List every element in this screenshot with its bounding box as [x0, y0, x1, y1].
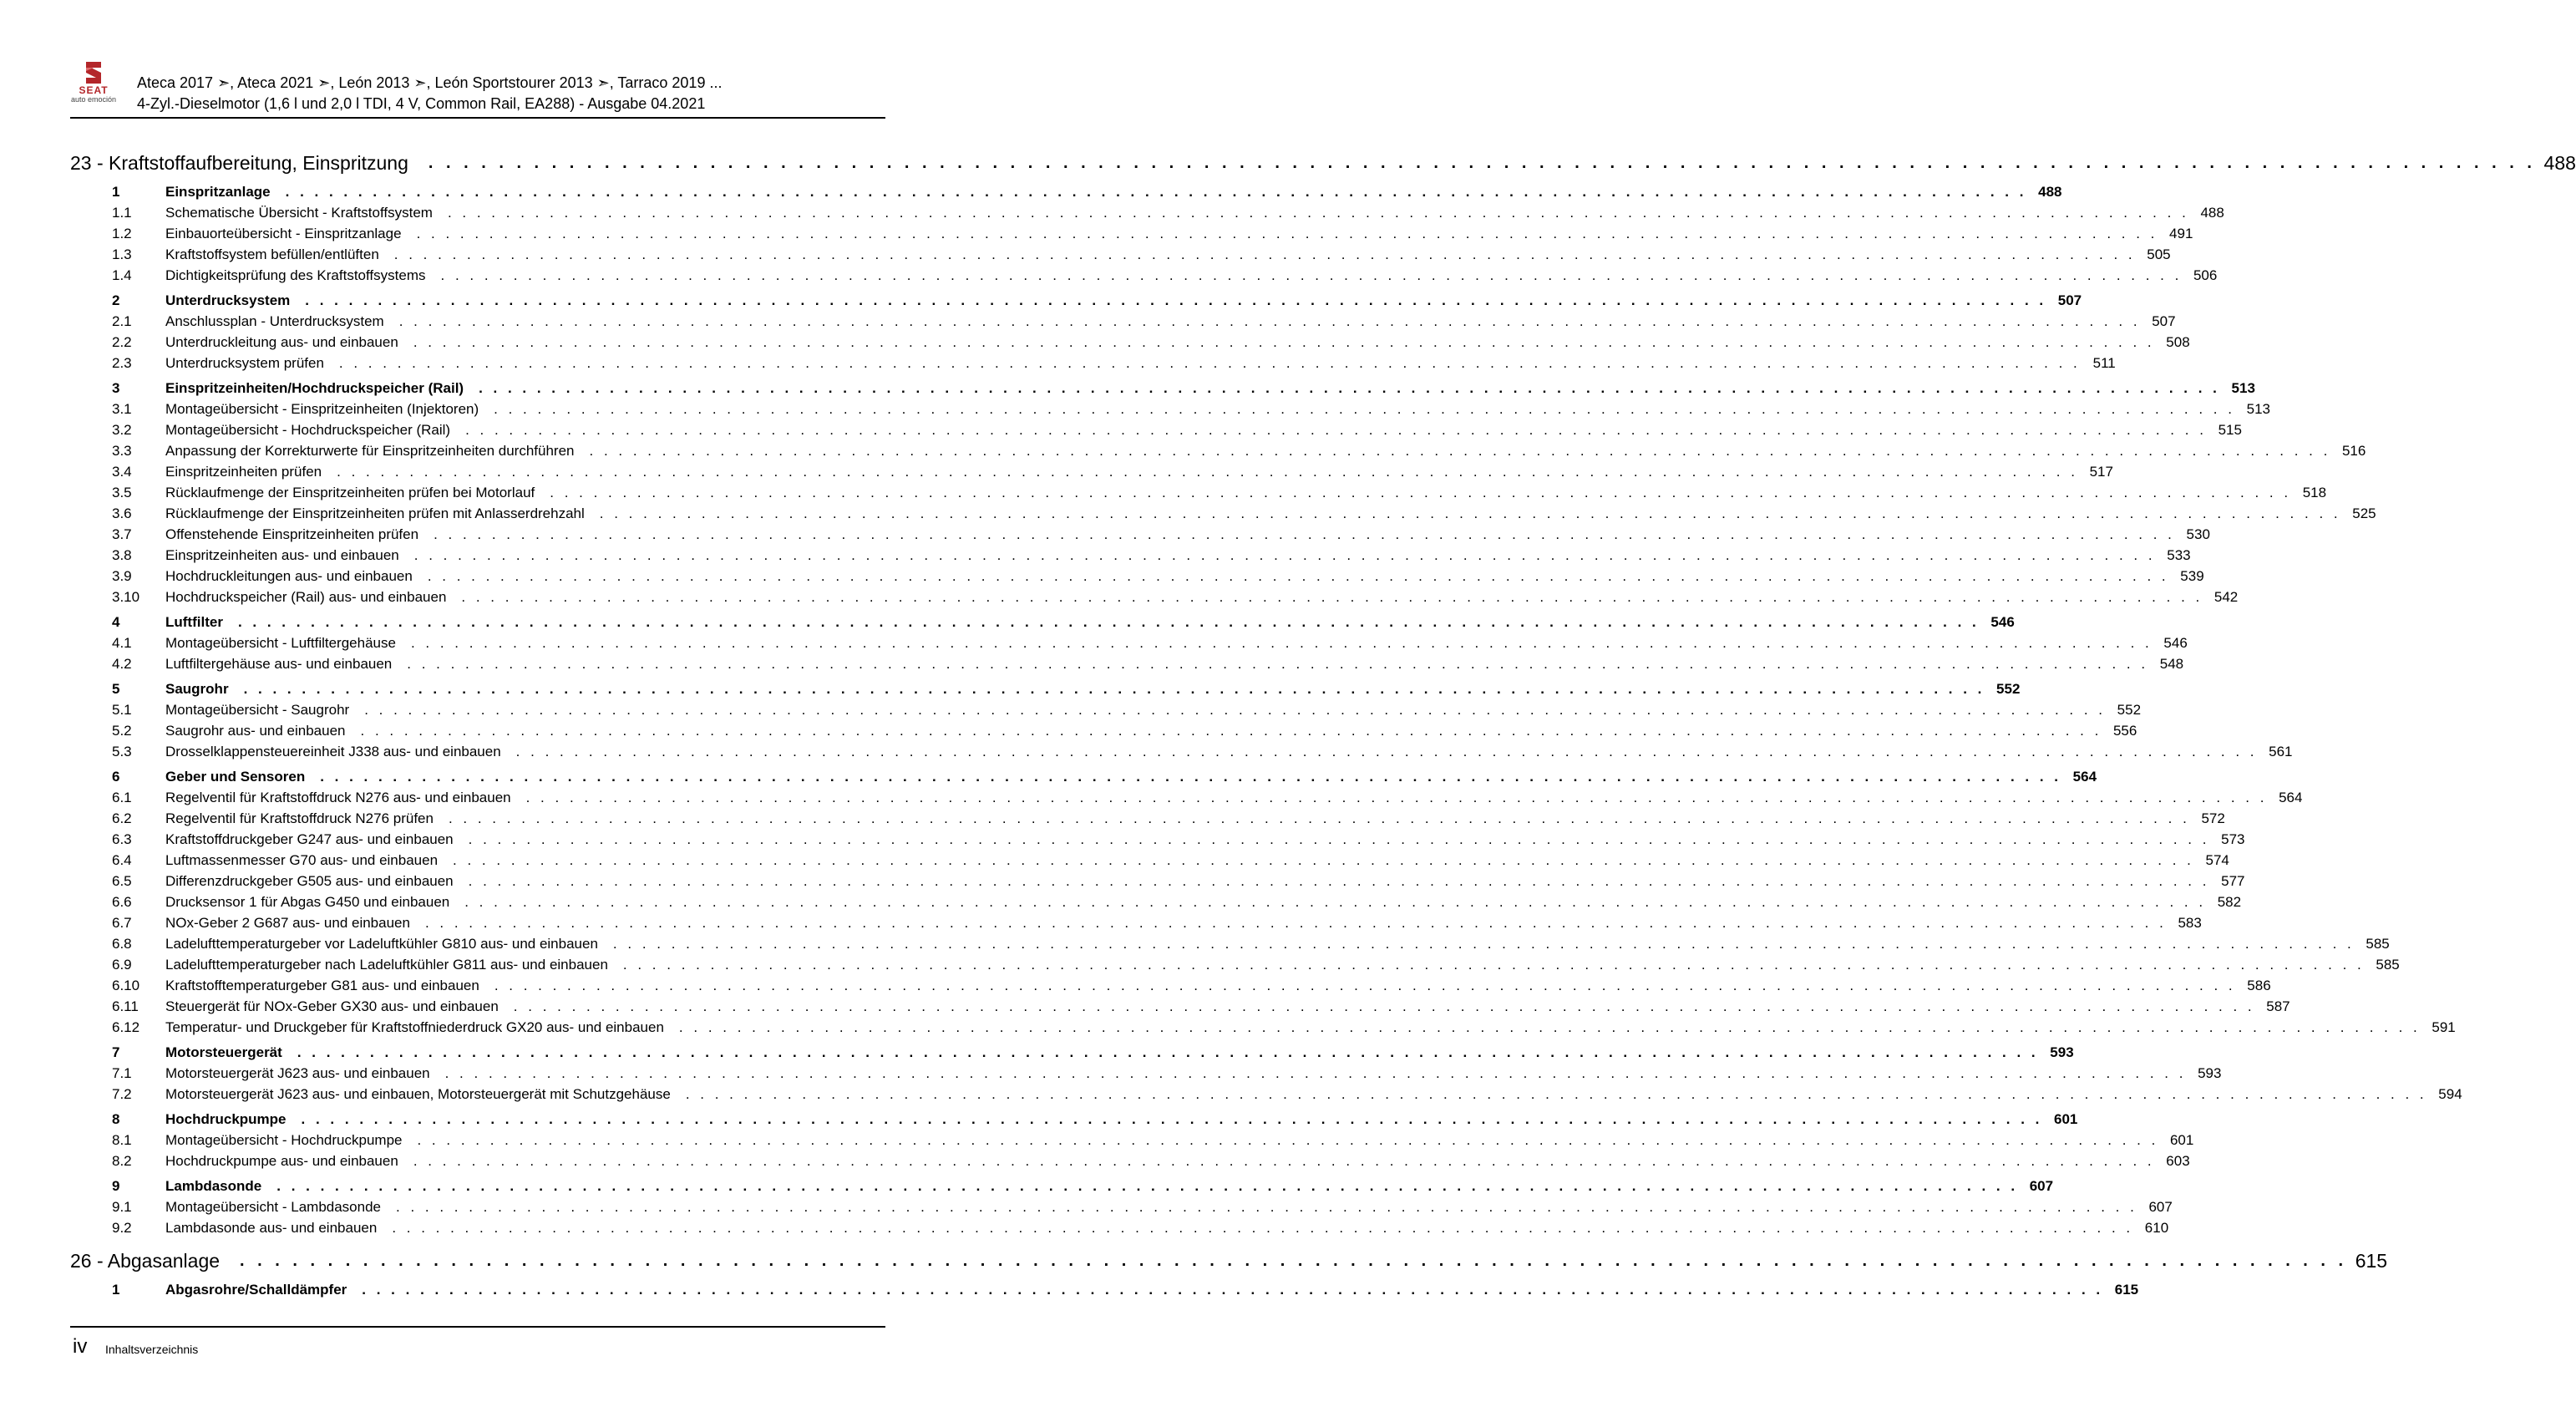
toc-subsection[interactable] — [70, 933, 2390, 954]
toc-page-number: 513 — [2231, 379, 2255, 396]
toc-subsection[interactable] — [70, 1017, 2456, 1038]
toc-number: 5.3 — [112, 743, 132, 759]
toc-number: 3.10 — [112, 588, 140, 605]
toc-number: 7.2 — [112, 1085, 132, 1102]
toc-subsection[interactable] — [70, 808, 2225, 829]
dot-leader: . . . . . . . . . . . . . . . . . . . . . . . . . . . . . . . . . . . . . . . . . . . . . . . . . . . . . . . . . . . . . . . . . . . . . . . . . . . . . . . . . . . . . . . . . . . . . . . . . . . . . . . . . . . . . . . . . . . . . . . . — [416, 225, 2158, 241]
dot-leader: . . . . . . . . . . . . . . . . . . . . . . . . . . . . . . . . . . . . . . . . . . . . . . . . . . . . . . . . . . . . . . . . . . . . . . . . . . . . . . . . . . . . . . . . . . . . . . . . . . . . . . . . . . . . . . . . . . . . . . . . — [448, 810, 2190, 826]
toc-subsection[interactable] — [70, 720, 2137, 741]
toc-title: Ladelufttemperaturgeber nach Ladeluftkühler G811 aus- und einbauen — [165, 956, 608, 973]
toc-title: Montageübersicht - Lambdasonde — [165, 1198, 381, 1215]
dot-leader: . . . . . . . . . . . . . . . . . . . . . . . . . . . . . . . . . . . . . . . . . . . . . . . . . . . . . . . . . . . . . . . . . . . . . . . . . . . . . . . . . . . . . . . . . . . . . . . . . . . . . . . . . . . . . . . . . . . . . . . . — [494, 977, 2236, 993]
dot-leader: . . . . . . . . . . . . . . . . . . . . . . . . . . . . . . . . . . . . . . . . . . . . . . . . . . . . . . . . . . . . . . . . . . . . . . . . . . . . . . . . . . . . . . . . . . . . . . . . . . . . . . . . . . . . . . . . . . . . . . . . — [398, 312, 2141, 329]
toc-subsection[interactable] — [70, 699, 2142, 720]
toc-number: 3.2 — [112, 421, 132, 438]
toc-chapter[interactable] — [70, 1247, 2388, 1275]
toc-subsection[interactable] — [70, 653, 2184, 674]
header-divider — [70, 117, 885, 119]
toc-page-number: 593 — [2050, 1044, 2074, 1060]
toc-page-number: 488 — [2543, 152, 2576, 174]
toc-number: 4.2 — [112, 655, 132, 672]
dot-leader: . . . . . . . . . . . . . . . . . . . . . . . . . . . . . . . . . . . . . . . . . . . . . . . . . . . . . . . . . . . . . . . . . . . . . . . . . . . . . . . . . . . . . . . . . . . . . . . . . . . . . . . . . . . . . . . . . . . . . . . . — [468, 830, 2210, 847]
toc-title: NOx-Geber 2 G687 aus- und einbauen — [165, 914, 410, 931]
dot-leader: . . . . . . . . . . . . . . . . . . . . . . . . . . . . . . . . . . . . . . . . . . . . . . . . . . . . . . . . . . . . . . . . . . . . . . . . . . . . . . . . . . . . . . . . . . . . . . . . . . . . . . . . . . . . . . . . . . . . . . . . — [447, 204, 2189, 221]
toc-section[interactable] — [70, 1042, 2074, 1063]
toc-subsection[interactable] — [70, 1196, 2173, 1217]
toc-page-number: 615 — [2114, 1281, 2139, 1298]
dot-leader: . . . . . . . . . . . . . . . . . . . . . . . . . . . . . . . . . . . . . . . . . . . . . . . . . . . . . . . . . . . . . . . . . . . . . . . . . . . . . . . . . . . . . . . . . . . . . . . . . . . . . . . . . . . . . . . . . . . . . . . . — [550, 484, 2292, 500]
toc-number: 9 — [112, 1177, 120, 1194]
toc-page-number: 591 — [2431, 1018, 2456, 1035]
toc-title: Kraftstoffsystem befüllen/entlüften — [165, 246, 379, 262]
dot-leader: . . . . . . . . . . . . . . . . . . . . . . . . . . . . . . . . . . . . . . . . . . . . . . . . . . . . . . . . . . . . . . . . . . . . . . . . . . . . . . . . . . . . . . . . . . . . . . . . . . . . . . . . . . . . . . . . . . . . . . . . — [424, 914, 2167, 931]
toc-subsection[interactable] — [70, 482, 2327, 503]
toc-page-number: 601 — [2169, 1131, 2194, 1148]
toc-section[interactable] — [70, 1279, 2139, 1300]
dot-leader: . . . . . . . . . . . . . . . . . . . . . . . . . . . . . . . . . . . . . . . . . . . . . . . . . . . . . . . . . . . . . . . . . . . . . . . . . . . . . . . . . . . . . . . . . . . . . . . . . . . . . . . . . . . . . . . . . . . . . . . . — [612, 935, 2355, 952]
toc-page-number: 542 — [2213, 588, 2239, 605]
toc-subsection[interactable] — [70, 850, 2229, 871]
dot-leader: . . . . . . . . . . . . . . . . . . . . . . . . . . . . . . . . . . . . . . . . . . . . . . . . . . . . . . . . . . . . . . . . . . . . . . . . . . . . . . . . . . . . . . . . . . . . . . . . . . . . . . . . . . . . . . . . . . . . . . . . — [407, 655, 2149, 672]
toc-subsection[interactable] — [70, 829, 2245, 850]
toc-number: 1 — [112, 183, 120, 200]
toc-title: Kraftstofftemperaturgeber G81 aus- und einbauen — [165, 977, 479, 993]
toc-title: Kraftstoffdruckgeber G247 aus- und einbauen — [165, 830, 454, 847]
toc-page-number: 587 — [2266, 998, 2290, 1014]
toc-title: Differenzdruckgeber G505 aus- und einbauen — [165, 872, 454, 889]
toc-number: 3.3 — [112, 442, 132, 459]
toc-subsection[interactable] — [70, 265, 2218, 286]
toc-subsection[interactable] — [70, 954, 2400, 975]
toc-page-number: 525 — [2352, 505, 2376, 521]
toc-number: 3.6 — [112, 505, 132, 521]
toc-section[interactable] — [70, 181, 2062, 202]
toc-page-number: 572 — [2201, 810, 2225, 826]
dot-leader: . . . . . . . . . . . . . . . . . . . . . . . . . . . . . . . . . . . . . . . . . . . . . . . . . . . . . . . . . . . . . . . . . . . . . . . . . . . . . . . . . . . . . . . . . . . . . . . . . . . . . . . . . . . . . . . . . . . . . . . . — [525, 789, 2268, 805]
toc-title: Drosselklappensteuereinheit J338 aus- und einbauen — [165, 743, 501, 759]
toc-subsection[interactable] — [70, 632, 2188, 653]
toc-number: 6.2 — [112, 810, 132, 826]
toc-title: Hochdruckspeicher (Rail) aus- und einbauen — [165, 588, 447, 605]
page-header — [0, 0, 995, 125]
toc-number: 1.2 — [112, 225, 132, 241]
toc-page-number: 585 — [2366, 935, 2390, 952]
dot-leader: . . . . . . . . . . . . . . . . . . . . . . . . . . . . . . . . . . . . . . . . . . . . . . . . . . . . . . . . . . . . . . . . . . . . . . . . . . . . . . . . . . . . . . . . . . . . . . . . . . . . . . . . . . . . . . . . . . . . . . . . — [685, 1085, 2427, 1102]
toc-subsection[interactable] — [70, 1084, 2462, 1105]
dot-leader: . . . . . . . . . . . . . . . . . . . . . . . . . . . . . . . . . . . . . . . . . . . . . . . . . . . . . . . . . . . . . . . . . . . . . . . . . . . . . . . . . . . . . . . . . . . . . . . . . . . . . . . . . . . . . . . . . . . . . . . . — [392, 1219, 2134, 1236]
toc-page-number: 546 — [1990, 613, 2015, 630]
toc-page-number: 515 — [2218, 421, 2242, 438]
toc-page-number: 548 — [2159, 655, 2184, 672]
toc-page-number: 582 — [2217, 893, 2242, 910]
toc-subsection[interactable] — [70, 524, 2210, 545]
toc-title: Montageübersicht - Luftfiltergehäuse — [165, 634, 396, 651]
toc-number: 1 — [112, 1281, 120, 1298]
toc-number: 8.2 — [112, 1152, 132, 1169]
toc-page-number: 546 — [2163, 634, 2188, 651]
toc-number: 3.4 — [112, 463, 132, 480]
toc-title: Luftmassenmesser G70 aus- und einbauen — [165, 851, 439, 868]
dot-leader: . . . . . . . . . . . . . . . . . . . . . . . . . . . . . . . . . . . . . . . . . . . . . . . . . . . . . . . . . . . . . . . . . . . . . . . . . . . . . . . . . . . . . . . . . . . . . . . . . . . . . . . . . . . . . . . . . . . . . . . . — [285, 183, 2027, 200]
toc-subsection[interactable] — [70, 332, 2190, 353]
header-engine: 4-Zyl.-Dieselmotor (1,6 l und 2,0 l TDI, 4 V, Common Rail, EA288) - Ausgabe 04.2021 — [137, 95, 706, 112]
toc-title: Geber und Sensoren — [165, 768, 306, 785]
toc-title: Montageübersicht - Einspritzeinheiten (Injektoren) — [165, 400, 479, 417]
toc-number: 2.2 — [112, 333, 132, 350]
toc-subsection[interactable] — [70, 461, 2113, 482]
toc-page-number: 517 — [2089, 463, 2113, 480]
toc-page-number: 586 — [2247, 977, 2271, 993]
toc-number: 6.9 — [112, 956, 132, 973]
toc-subsection[interactable] — [70, 353, 2116, 373]
toc-number: 6.6 — [112, 893, 132, 910]
toc-number: 4 — [112, 613, 120, 630]
dot-leader: . . . . . . . . . . . . . . . . . . . . . . . . . . . . . . . . . . . . . . . . . . . . . . . . . . . . . . . . . . . . . . . . . . . . . . . . . . . . . . . . . . . . . . . . . . . . . . . . . . . . . . . . . . . . . . . . . . . . . . . . — [428, 154, 2536, 172]
toc-subsection[interactable] — [70, 545, 2191, 566]
toc-subsection[interactable] — [70, 1150, 2190, 1171]
toc-title: Lambdasonde aus- und einbauen — [165, 1219, 378, 1236]
dot-leader: . . . . . . . . . . . . . . . . . . . . . . . . . . . . . . . . . . . . . . . . . . . . . . . . . . . . . . . . . . . . . . . . . . . . . . . . . . . . . . . . . . . . . . . . . . . . . . . . . . . . . . . . . . . . . . . . . . . . . . . . — [338, 354, 2081, 371]
toc-subsection[interactable] — [70, 399, 2270, 419]
toc-page-number: 561 — [2269, 743, 2293, 759]
toc-subsection[interactable] — [70, 912, 2202, 933]
toc-title: Temperatur- und Druckgeber für Kraftstoffniederdruck GX20 aus- und einbauen — [165, 1018, 664, 1035]
dot-leader: . . . . . . . . . . . . . . . . . . . . . . . . . . . . . . . . . . . . . . . . . . . . . . . . . . . . . . . . . . . . . . . . . . . . . . . . . . . . . . . . . . . . . . . . . . . . . . . . . . . . . . . . . . . . . . . . . . . . . . . . — [413, 1152, 2155, 1169]
toc-subsection[interactable] — [70, 244, 2171, 265]
toc-title: Montageübersicht - Hochdruckpumpe — [165, 1131, 403, 1148]
toc-page-number: 552 — [1996, 680, 2021, 697]
toc-page-number: 539 — [2180, 567, 2204, 584]
toc-subsection[interactable] — [70, 1063, 2222, 1084]
dot-leader: . . . . . . . . . . . . . . . . . . . . . . . . . . . . . . . . . . . . . . . . . . . . . . . . . . . . . . . . . . . . . . . . . . . . . . . . . . . . . . . . . . . . . . . . . . . . . . . . . . . . . . . . . . . . . . . . . . . . . . . . — [453, 851, 2194, 868]
dot-leader: . . . . . . . . . . . . . . . . . . . . . . . . . . . . . . . . . . . . . . . . . . . . . . . . . . . . . . . . . . . . . . . . . . . . . . . . . . . . . . . . . . . . . . . . . . . . . . . . . . . . . . . . . . . . . . . . . . . . . . . . — [464, 893, 2207, 910]
toc-title: Montageübersicht - Saugrohr — [165, 701, 350, 718]
toc-number: 1.4 — [112, 267, 132, 283]
dot-leader: . . . . . . . . . . . . . . . . . . . . . . . . . . . . . . . . . . . . . . . . . . . . . . . . . . . . . . . . . . . . . . . . . . . . . . . . . . . . . . . . . . . . . . . . . . . . . . . . . . . . . . . . . . . . . . . . . . . . . . . . — [364, 701, 2107, 718]
toc-subsection[interactable] — [70, 311, 2176, 332]
toc-title: Abgasrohre/Schalldämpfer — [165, 1281, 347, 1298]
toc-subsection[interactable] — [70, 202, 2224, 223]
dot-leader: . . . . . . . . . . . . . . . . . . . . . . . . . . . . . . . . . . . . . . . . . . . . . . . . . . . . . . . . . . . . . . . . . . . . . . . . . . . . . . . . . . . . . . . . . . . . . . . . . . . . . . . . . . . . . . . . . . . . . . . . — [479, 379, 2220, 396]
toc-title: Motorsteuergerät J623 aus- und einbauen, Motorsteuergerät mit Schutzgehäuse — [165, 1085, 671, 1102]
dot-leader: . . . . . . . . . . . . . . . . . . . . . . . . . . . . . . . . . . . . . . . . . . . . . . . . . . . . . . . . . . . . . . . . . . . . . . . . . . . . . . . . . . . . . . . . . . . . . . . . . . . . . . . . . . . . . . . . . . . . . . . . — [417, 1131, 2159, 1148]
toc-number: 3 — [112, 379, 120, 396]
toc-number: 3.5 — [112, 484, 132, 500]
toc-page-number: 601 — [2054, 1110, 2078, 1127]
toc-title: Unterdrucksystem prüfen — [165, 354, 324, 371]
dot-leader: . . . . . . . . . . . . . . . . . . . . . . . . . . . . . . . . . . . . . . . . . . . . . . . . . . . . . . . . . . . . . . . . . . . . . . . . . . . . . . . . . . . . . . . . . . . . . . . . . . . . . . . . . . . . . . . . . . . . . . . . — [468, 872, 2210, 889]
toc-page-number: 488 — [2200, 204, 2224, 221]
toc-title: Saugrohr — [165, 680, 229, 697]
toc-title: Hochdruckpumpe aus- und einbauen — [165, 1152, 398, 1169]
toc-title: 26 - Abgasanlage — [70, 1250, 221, 1272]
toc-section[interactable] — [70, 378, 2255, 399]
toc-number: 3.7 — [112, 526, 132, 542]
toc-section[interactable] — [70, 612, 2015, 632]
toc-page-number: 491 — [2169, 225, 2193, 241]
dot-leader: . . . . . . . . . . . . . . . . . . . . . . . . . . . . . . . . . . . . . . . . . . . . . . . . . . . . . . . . . . . . . . . . . . . . . . . . . . . . . . . . . . . . . . . . . . . . . . . . . . . . . . . . . . . . . . . . . . . . . . . . — [465, 421, 2207, 438]
toc-number: 6.7 — [112, 914, 132, 931]
toc-page-number: 610 — [2144, 1219, 2169, 1236]
toc-title: Lambdasonde — [165, 1177, 262, 1194]
dot-leader: . . . . . . . . . . . . . . . . . . . . . . . . . . . . . . . . . . . . . . . . . . . . . . . . . . . . . . . . . . . . . . . . . . . . . . . . . . . . . . . . . . . . . . . . . . . . . . . . . . . . . . . . . . . . . . . . . . . . . . . . — [360, 722, 2102, 739]
toc-number: 1.1 — [112, 204, 132, 221]
toc-title: Unterdruckleitung aus- und einbauen — [165, 333, 398, 350]
toc-page-number: 607 — [2148, 1198, 2173, 1215]
toc-number: 7 — [112, 1044, 120, 1060]
toc-title: Anschlussplan - Unterdrucksystem — [165, 312, 384, 329]
toc-page-number: 594 — [2438, 1085, 2462, 1102]
toc-title: Rücklaufmenge der Einspritzeinheiten prüfen bei Motorlauf — [165, 484, 535, 500]
toc-subsection[interactable] — [70, 996, 2290, 1017]
logo-tagline: auto emoción — [70, 95, 117, 104]
toc-page-number: 593 — [2198, 1064, 2222, 1081]
toc-number: 3.9 — [112, 567, 132, 584]
toc-section[interactable] — [70, 1176, 2054, 1196]
toc-number: 6.1 — [112, 789, 132, 805]
toc-number: 7.1 — [112, 1064, 132, 1081]
dot-leader: . . . . . . . . . . . . . . . . . . . . . . . . . . . . . . . . . . . . . . . . . . . . . . . . . . . . . . . . . . . . . . . . . . . . . . . . . . . . . . . . . . . . . . . . . . . . . . . . . . . . . . . . . . . . . . . . . . . . . . . . — [413, 333, 2155, 350]
toc-section[interactable] — [70, 678, 2021, 699]
toc-number: 5.1 — [112, 701, 132, 718]
toc-title: Offenstehende Einspritzeinheiten prüfen — [165, 526, 419, 542]
toc-page-number: 518 — [2302, 484, 2327, 500]
toc-subsection[interactable] — [70, 440, 2366, 461]
toc-number: 4.1 — [112, 634, 132, 651]
logo-brand-text: SEAT — [79, 84, 109, 96]
toc-subsection[interactable] — [70, 787, 2303, 808]
toc-page-number: 607 — [2029, 1177, 2054, 1194]
toc-number: 8.1 — [112, 1131, 132, 1148]
dot-leader: . . . . . . . . . . . . . . . . . . . . . . . . . . . . . . . . . . . . . . . . . . . . . . . . . . . . . . . . . . . . . . . . . . . . . . . . . . . . . . . . . . . . . . . . . . . . . . . . . . . . . . . . . . . . . . . . . . . . . . . . — [297, 1044, 2039, 1060]
toc-title: 23 - Kraftstoffaufbereitung, Einspritzung — [70, 152, 408, 174]
toc-title: Luftfiltergehäuse aus- und einbauen — [165, 655, 393, 672]
toc-subsection[interactable] — [70, 891, 2242, 912]
toc-title: Luftfilter — [165, 613, 223, 630]
toc-title: Einspritzeinheiten aus- und einbauen — [165, 546, 399, 563]
toc-subsection[interactable] — [70, 1217, 2169, 1238]
dot-leader: . . . . . . . . . . . . . . . . . . . . . . . . . . . . . . . . . . . . . . . . . . . . . . . . . . . . . . . . . . . . . . . . . . . . . . . . . . . . . . . . . . . . . . . . . . . . . . . . . . . . . . . . . . . . . . . . . . . . . . . . — [440, 267, 2183, 283]
toc-number: 6 — [112, 768, 120, 785]
dot-leader: . . . . . . . . . . . . . . . . . . . . . . . . . . . . . . . . . . . . . . . . . . . . . . . . . . . . . . . . . . . . . . . . . . . . . . . . . . . . . . . . . . . . . . . . . . . . . . . . . . . . . . . . . . . . . . . . . . . . . . . . — [427, 567, 2169, 584]
toc-title: Motorsteuergerät — [165, 1044, 282, 1060]
toc-page-number: 577 — [2221, 872, 2245, 889]
toc-subsection[interactable] — [70, 975, 2271, 996]
dot-leader: . . . . . . . . . . . . . . . . . . . . . . . . . . . . . . . . . . . . . . . . . . . . . . . . . . . . . . . . . . . . . . . . . . . . . . . . . . . . . . . . . . . . . . . . . . . . . . . . . . . . . . . . . . . . . . . . . . . . . . . . — [243, 680, 1985, 697]
toc-title: Dichtigkeitsprüfung des Kraftstoffsystems — [165, 267, 426, 283]
toc-number: 5.2 — [112, 722, 132, 739]
dot-leader: . . . . . . . . . . . . . . . . . . . . . . . . . . . . . . . . . . . . . . . . . . . . . . . . . . . . . . . . . . . . . . . . . . . . . . . . . . . . . . . . . . . . . . . . . . . . . . . . . . . . . . . . . . . . . . . . . . . . . . . . — [622, 956, 2365, 973]
toc-subsection[interactable] — [70, 1130, 2194, 1150]
dot-leader: . . . . . . . . . . . . . . . . . . . . . . . . . . . . . . . . . . . . . . . . . . . . . . . . . . . . . . . . . . . . . . . . . . . . . . . . . . . . . . . . . . . . . . . . . . . . . . . . . . . . . . . . . . . . . . . . . . . . . . . . — [513, 998, 2255, 1014]
toc-page-number: 573 — [2221, 830, 2245, 847]
dot-leader: . . . . . . . . . . . . . . . . . . . . . . . . . . . . . . . . . . . . . . . . . . . . . . . . . . . . . . . . . . . . . . . . . . . . . . . . . . . . . . . . . . . . . . . . . . . . . . . . . . . . . . . . . . . . . . . . . . . . . . . . — [396, 1198, 2137, 1215]
toc-title: Schematische Übersicht - Kraftstoffsystem — [165, 204, 433, 221]
dot-leader: . . . . . . . . . . . . . . . . . . . . . . . . . . . . . . . . . . . . . . . . . . . . . . . . . . . . . . . . . . . . . . . . . . . . . . . . . . . . . . . . . . . . . . . . . . . . . . . . . . . . . . . . . . . . . . . . . . . . . . . . — [305, 292, 2047, 308]
toc-title: Hochdruckleitungen aus- und einbauen — [165, 567, 413, 584]
dot-leader: . . . . . . . . . . . . . . . . . . . . . . . . . . . . . . . . . . . . . . . . . . . . . . . . . . . . . . . . . . . . . . . . . . . . . . . . . . . . . . . . . . . . . . . . . . . . . . . . . . . . . . . . . . . . . . . . . . . . . . . . — [494, 400, 2235, 417]
toc-number: 9.2 — [112, 1219, 132, 1236]
toc-page-number: 505 — [2147, 246, 2171, 262]
toc-number: 6.8 — [112, 935, 132, 952]
toc-title: Unterdrucksystem — [165, 292, 291, 308]
dot-leader: . . . . . . . . . . . . . . . . . . . . . . . . . . . . . . . . . . . . . . . . . . . . . . . . . . . . . . . . . . . . . . . . . . . . . . . . . . . . . . . . . . . . . . . . . . . . . . . . . . . . . . . . . . . . . . . . . . . . . . . . — [276, 1177, 2019, 1194]
dot-leader: . . . . . . . . . . . . . . . . . . . . . . . . . . . . . . . . . . . . . . . . . . . . . . . . . . . . . . . . . . . . . . . . . . . . . . . . . . . . . . . . . . . . . . . . . . . . . . . . . . . . . . . . . . . . . . . . . . . . . . . . — [599, 505, 2341, 521]
toc-number: 5 — [112, 680, 120, 697]
toc-title: Steuergerät für NOx-Geber GX30 aus- und einbauen — [165, 998, 499, 1014]
toc-page-number: 516 — [2341, 442, 2366, 459]
table-of-contents — [70, 149, 2576, 1300]
dot-leader: . . . . . . . . . . . . . . . . . . . . . . . . . . . . . . . . . . . . . . . . . . . . . . . . . . . . . . . . . . . . . . . . . . . . . . . . . . . . . . . . . . . . . . . . . . . . . . . . . . . . . . . . . . . . . . . . . . . . . . . . — [444, 1064, 2187, 1081]
dot-leader: . . . . . . . . . . . . . . . . . . . . . . . . . . . . . . . . . . . . . . . . . . . . . . . . . . . . . . . . . . . . . . . . . . . . . . . . . . . . . . . . . . . . . . . . . . . . . . . . . . . . . . . . . . . . . . . . . . . . . . . . — [240, 1252, 2348, 1270]
dot-leader: . . . . . . . . . . . . . . . . . . . . . . . . . . . . . . . . . . . . . . . . . . . . . . . . . . . . . . . . . . . . . . . . . . . . . . . . . . . . . . . . . . . . . . . . . . . . . . . . . . . . . . . . . . . . . . . . . . . . . . . . — [678, 1018, 2421, 1035]
seat-logo-icon — [84, 60, 104, 85]
toc-page-number: 488 — [2038, 183, 2062, 200]
dot-leader: . . . . . . . . . . . . . . . . . . . . . . . . . . . . . . . . . . . . . . . . . . . . . . . . . . . . . . . . . . . . . . . . . . . . . . . . . . . . . . . . . . . . . . . . . . . . . . . . . . . . . . . . . . . . . . . . . . . . . . . . — [589, 442, 2331, 459]
toc-title: Regelventil für Kraftstoffdruck N276 prüfen — [165, 810, 434, 826]
toc-section[interactable] — [70, 766, 2097, 787]
toc-page-number: 552 — [2117, 701, 2142, 718]
toc-number: 6.4 — [112, 851, 132, 868]
footer-divider — [70, 1326, 885, 1328]
toc-title: Hochdruckpumpe — [165, 1110, 287, 1127]
toc-title: Einspritzanlage — [165, 183, 271, 200]
toc-page-number: 507 — [2057, 292, 2082, 308]
toc-page-number: 533 — [2167, 546, 2191, 563]
toc-page-number: 574 — [2205, 851, 2229, 868]
toc-number: 2.1 — [112, 312, 132, 329]
toc-number: 6.10 — [112, 977, 140, 993]
footer-page-number: iv — [73, 1335, 88, 1358]
toc-page-number: 564 — [2279, 789, 2303, 805]
toc-number: 6.12 — [112, 1018, 140, 1035]
dot-leader: . . . . . . . . . . . . . . . . . . . . . . . . . . . . . . . . . . . . . . . . . . . . . . . . . . . . . . . . . . . . . . . . . . . . . . . . . . . . . . . . . . . . . . . . . . . . . . . . . . . . . . . . . . . . . . . . . . . . . . . . — [515, 743, 2258, 759]
toc-number: 2 — [112, 292, 120, 308]
seat-logo — [70, 60, 117, 106]
toc-page-number: 556 — [2112, 722, 2137, 739]
toc-subsection[interactable] — [70, 419, 2242, 440]
toc-number: 6.5 — [112, 872, 132, 889]
toc-title: Anpassung der Korrekturwerte für Einspritzeinheiten durchführen — [165, 442, 575, 459]
toc-title: Regelventil für Kraftstoffdruck N276 aus- und einbauen — [165, 789, 511, 805]
toc-title: Montageübersicht - Hochdruckspeicher (Rail) — [165, 421, 451, 438]
dot-leader: . . . . . . . . . . . . . . . . . . . . . . . . . . . . . . . . . . . . . . . . . . . . . . . . . . . . . . . . . . . . . . . . . . . . . . . . . . . . . . . . . . . . . . . . . . . . . . . . . . . . . . . . . . . . . . . . . . . . . . . . — [461, 588, 2203, 605]
toc-number: 9.1 — [112, 1198, 132, 1215]
toc-page-number: 615 — [2355, 1250, 2388, 1272]
toc-title: Einspritzeinheiten/Hochdruckspeicher (Rail) — [165, 379, 464, 396]
dot-leader: . . . . . . . . . . . . . . . . . . . . . . . . . . . . . . . . . . . . . . . . . . . . . . . . . . . . . . . . . . . . . . . . . . . . . . . . . . . . . . . . . . . . . . . . . . . . . . . . . . . . . . . . . . . . . . . . . . . . . . . . — [410, 634, 2153, 651]
toc-subsection[interactable] — [70, 587, 2239, 607]
dot-leader: . . . . . . . . . . . . . . . . . . . . . . . . . . . . . . . . . . . . . . . . . . . . . . . . . . . . . . . . . . . . . . . . . . . . . . . . . . . . . . . . . . . . . . . . . . . . . . . . . . . . . . . . . . . . . . . . . . . . . . . . — [362, 1281, 2104, 1298]
toc-page-number: 513 — [2246, 400, 2270, 417]
toc-number: 3.8 — [112, 546, 132, 563]
toc-page-number: 583 — [2178, 914, 2202, 931]
toc-title: Motorsteuergerät J623 aus- und einbauen — [165, 1064, 430, 1081]
toc-page-number: 507 — [2152, 312, 2176, 329]
toc-title: Rücklaufmenge der Einspritzeinheiten prüfen mit Anlasserdrehzahl — [165, 505, 585, 521]
toc-subsection[interactable] — [70, 503, 2376, 524]
dot-leader: . . . . . . . . . . . . . . . . . . . . . . . . . . . . . . . . . . . . . . . . . . . . . . . . . . . . . . . . . . . . . . . . . . . . . . . . . . . . . . . . . . . . . . . . . . . . . . . . . . . . . . . . . . . . . . . . . . . . . . . . — [413, 546, 2156, 563]
dot-leader: . . . . . . . . . . . . . . . . . . . . . . . . . . . . . . . . . . . . . . . . . . . . . . . . . . . . . . . . . . . . . . . . . . . . . . . . . . . . . . . . . . . . . . . . . . . . . . . . . . . . . . . . . . . . . . . . . . . . . . . . — [434, 526, 2175, 542]
toc-title: Ladelufttemperaturgeber vor Ladeluftkühler G810 aus- und einbauen — [165, 935, 598, 952]
toc-section[interactable] — [70, 1109, 2078, 1130]
toc-subsection[interactable] — [70, 741, 2293, 762]
dot-leader: . . . . . . . . . . . . . . . . . . . . . . . . . . . . . . . . . . . . . . . . . . . . . . . . . . . . . . . . . . . . . . . . . . . . . . . . . . . . . . . . . . . . . . . . . . . . . . . . . . . . . . . . . . . . . . . . . . . . . . . . — [393, 246, 2136, 262]
toc-page-number: 530 — [2186, 526, 2210, 542]
toc-number: 6.11 — [112, 998, 139, 1014]
toc-title: Einbauorteübersicht - Einspritzanlage — [165, 225, 402, 241]
dot-leader: . . . . . . . . . . . . . . . . . . . . . . . . . . . . . . . . . . . . . . . . . . . . . . . . . . . . . . . . . . . . . . . . . . . . . . . . . . . . . . . . . . . . . . . . . . . . . . . . . . . . . . . . . . . . . . . . . . . . . . . . — [301, 1110, 2043, 1127]
toc-section[interactable] — [70, 290, 2082, 311]
toc-number: 1.3 — [112, 246, 132, 262]
toc-subsection[interactable] — [70, 223, 2193, 244]
toc-page-number: 603 — [2166, 1152, 2190, 1169]
toc-title: Saugrohr aus- und einbauen — [165, 722, 346, 739]
toc-page-number: 564 — [2072, 768, 2097, 785]
toc-page-number: 585 — [2376, 956, 2400, 973]
toc-title: Einspritzeinheiten prüfen — [165, 463, 322, 480]
toc-subsection[interactable] — [70, 566, 2204, 587]
toc-page-number: 508 — [2166, 333, 2190, 350]
toc-page-number: 511 — [2092, 354, 2116, 371]
toc-chapter[interactable] — [70, 149, 2576, 177]
toc-number: 8 — [112, 1110, 120, 1127]
toc-subsection[interactable] — [70, 871, 2245, 891]
dot-leader: . . . . . . . . . . . . . . . . . . . . . . . . . . . . . . . . . . . . . . . . . . . . . . . . . . . . . . . . . . . . . . . . . . . . . . . . . . . . . . . . . . . . . . . . . . . . . . . . . . . . . . . . . . . . . . . . . . . . . . . . — [320, 768, 2062, 785]
toc-number: 2.3 — [112, 354, 132, 371]
dot-leader: . . . . . . . . . . . . . . . . . . . . . . . . . . . . . . . . . . . . . . . . . . . . . . . . . . . . . . . . . . . . . . . . . . . . . . . . . . . . . . . . . . . . . . . . . . . . . . . . . . . . . . . . . . . . . . . . . . . . . . . . — [337, 463, 2078, 480]
toc-number: 6.3 — [112, 830, 132, 847]
toc-number: 3.1 — [112, 400, 132, 417]
header-models: Ateca 2017 ➣, Ateca 2021 ➣, León 2013 ➣, León Sportstourer 2013 ➣, Tarraco 2019 ... — [137, 74, 723, 91]
dot-leader: . . . . . . . . . . . . . . . . . . . . . . . . . . . . . . . . . . . . . . . . . . . . . . . . . . . . . . . . . . . . . . . . . . . . . . . . . . . . . . . . . . . . . . . . . . . . . . . . . . . . . . . . . . . . . . . . . . . . . . . . — [237, 613, 1980, 630]
toc-title: Drucksensor 1 für Abgas G450 und einbauen — [165, 893, 450, 910]
toc-page-number: 506 — [2193, 267, 2218, 283]
footer-label: Inhaltsverzeichnis — [105, 1343, 199, 1356]
